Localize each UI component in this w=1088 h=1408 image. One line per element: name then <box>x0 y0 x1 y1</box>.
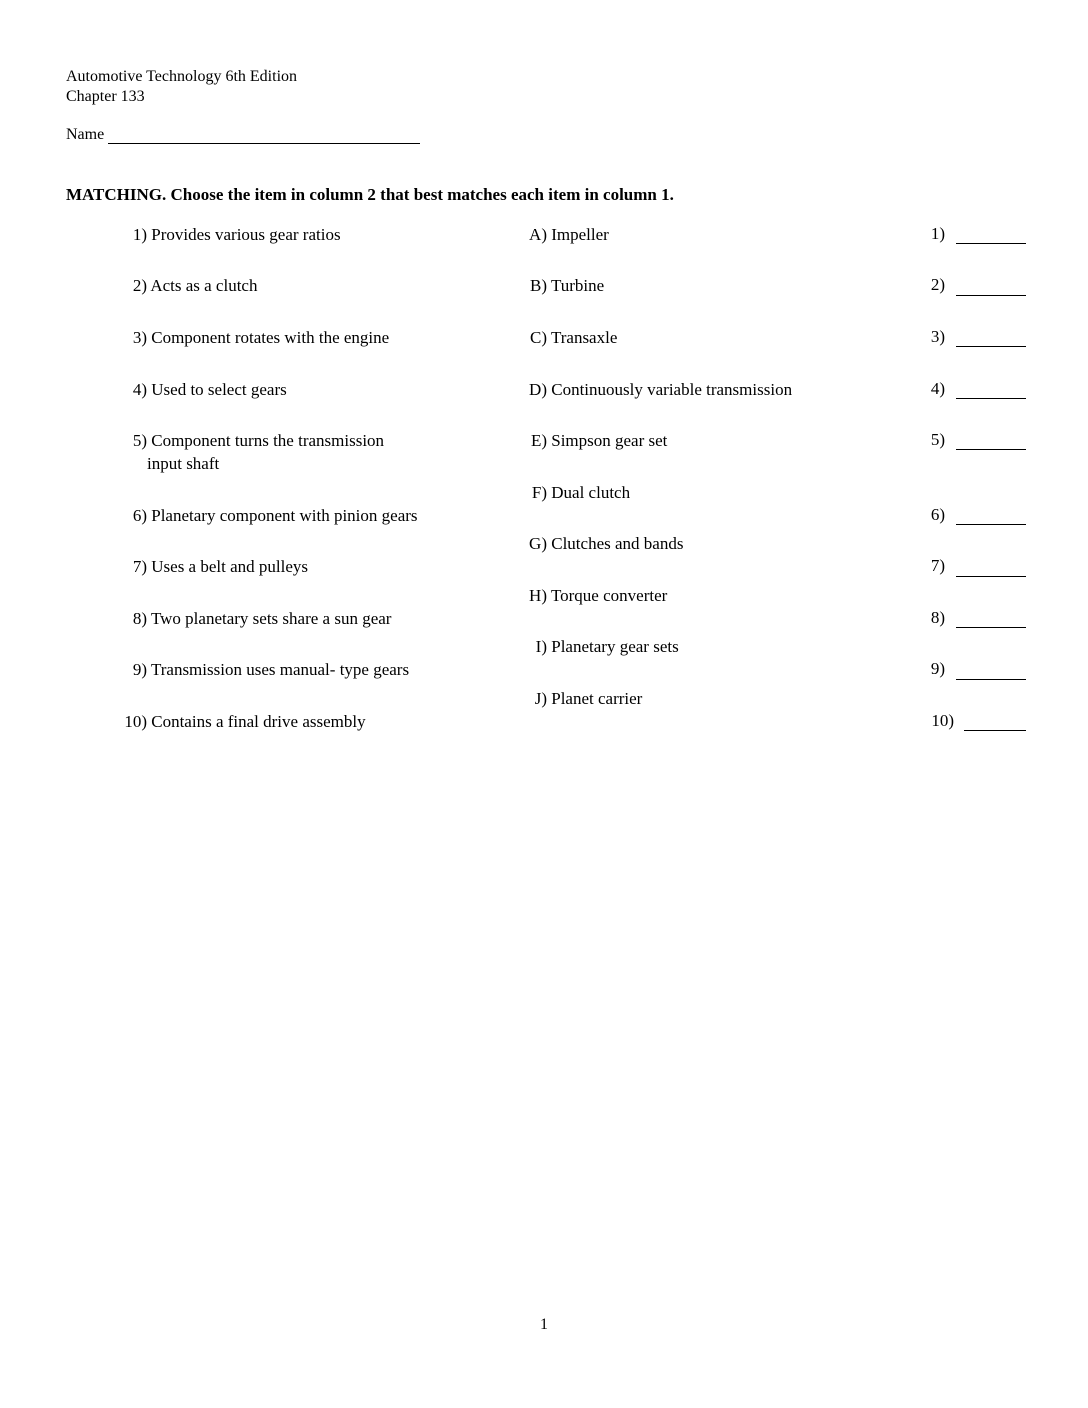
column2-item <box>500 430 667 452</box>
answer-label: 9) <box>930 659 945 678</box>
page-number: 1 <box>540 1316 548 1333</box>
item-text: Contains a final drive assembly <box>151 712 366 731</box>
item-text: Clutches and bands <box>551 534 684 553</box>
answer-label: 3) <box>930 327 945 346</box>
column2-item <box>500 379 792 401</box>
answer-blank[interactable] <box>956 398 1026 399</box>
item-text: Planetary gear sets <box>551 637 679 656</box>
answer-label: 5) <box>930 430 945 449</box>
item-letter: G) <box>529 534 547 553</box>
item-text: Dual clutch <box>551 483 631 502</box>
answer-blank[interactable] <box>964 730 1026 731</box>
item-number: 6) <box>132 506 147 525</box>
item-text: Component turns the transmission <box>151 431 385 450</box>
item-number: 5) <box>132 431 147 450</box>
answer-blank[interactable] <box>956 346 1026 347</box>
column2-item <box>500 688 642 710</box>
column1-item <box>66 224 341 246</box>
answer-blank[interactable] <box>956 679 1026 680</box>
column1-item <box>66 430 384 452</box>
column1-item <box>66 505 418 527</box>
instructions: MATCHING. Choose the item in column 2 that best matches each item in column 1. <box>66 185 674 204</box>
item-letter: J) <box>534 689 547 708</box>
item-text: Component rotates with the engine <box>151 328 390 347</box>
column2-item <box>500 636 679 658</box>
chapter-label: Chapter 133 <box>66 88 145 105</box>
item-number: 3) <box>132 328 147 347</box>
item-number: 1) <box>132 225 147 244</box>
item-number: 2) <box>132 276 147 295</box>
book-title: Automotive Technology 6th Edition <box>66 68 298 85</box>
column1-item <box>66 327 389 349</box>
answer-label: 10) <box>931 711 954 730</box>
column2-item <box>500 585 667 607</box>
item-text: Two planetary sets share a sun gear <box>150 609 392 628</box>
item-letter: F) <box>531 483 547 502</box>
column2-item <box>500 533 683 555</box>
name-label: Name <box>66 126 105 143</box>
column1-item <box>66 659 409 681</box>
column1-item <box>66 275 257 297</box>
column1-item <box>66 379 287 401</box>
answer-label: 4) <box>930 379 945 398</box>
item-number: 7) <box>132 557 147 576</box>
item-number: 4) <box>132 380 147 399</box>
answer-blank[interactable] <box>956 295 1026 296</box>
answer-label: 8) <box>930 608 945 627</box>
item-text: Uses a belt and pulleys <box>151 557 308 576</box>
item-text: Planet carrier <box>551 689 643 708</box>
column2-item <box>500 224 609 246</box>
item-letter: E) <box>530 431 547 450</box>
item-letter: A) <box>529 225 547 244</box>
item-text: Transmission uses manual- type gears <box>150 660 410 679</box>
answer-blank[interactable] <box>956 627 1026 628</box>
item-text: Turbine <box>550 276 605 295</box>
item-text: Simpson gear set <box>551 431 668 450</box>
item-text: Used to select gears <box>151 380 287 399</box>
item-letter: B) <box>530 276 547 295</box>
column2-item <box>500 482 630 504</box>
item-text-continuation: input shaft <box>147 454 220 473</box>
item-text: Torque converter <box>550 586 668 605</box>
answer-blank[interactable] <box>956 524 1026 525</box>
item-number: 9) <box>132 660 147 679</box>
answer-label: 6) <box>930 505 945 524</box>
answer-label: 1) <box>930 224 945 243</box>
column2-item <box>500 275 604 297</box>
item-number: 10) <box>124 712 147 731</box>
item-number: 8) <box>132 609 147 628</box>
item-text: Planetary component with pinion gears <box>151 506 418 525</box>
item-text: Acts as a clutch <box>150 276 258 295</box>
column2-item <box>500 327 617 349</box>
column1-item <box>66 711 366 733</box>
column1-item <box>66 608 391 630</box>
answer-blank[interactable] <box>956 449 1026 450</box>
item-letter: D) <box>529 380 547 399</box>
item-letter: H) <box>529 586 547 605</box>
item-text: Transaxle <box>550 328 618 347</box>
item-letter: C) <box>530 328 547 347</box>
item-letter: I) <box>535 637 547 656</box>
answer-label: 2) <box>930 275 945 294</box>
item-text: Continuously variable transmission <box>551 380 793 399</box>
item-text: Provides various gear ratios <box>151 225 341 244</box>
answer-label: 7) <box>930 556 945 575</box>
name-field[interactable] <box>108 143 420 144</box>
item-text: Impeller <box>551 225 609 244</box>
answer-blank[interactable] <box>956 243 1026 244</box>
column1-item <box>66 556 308 578</box>
answer-blank[interactable] <box>956 576 1026 577</box>
